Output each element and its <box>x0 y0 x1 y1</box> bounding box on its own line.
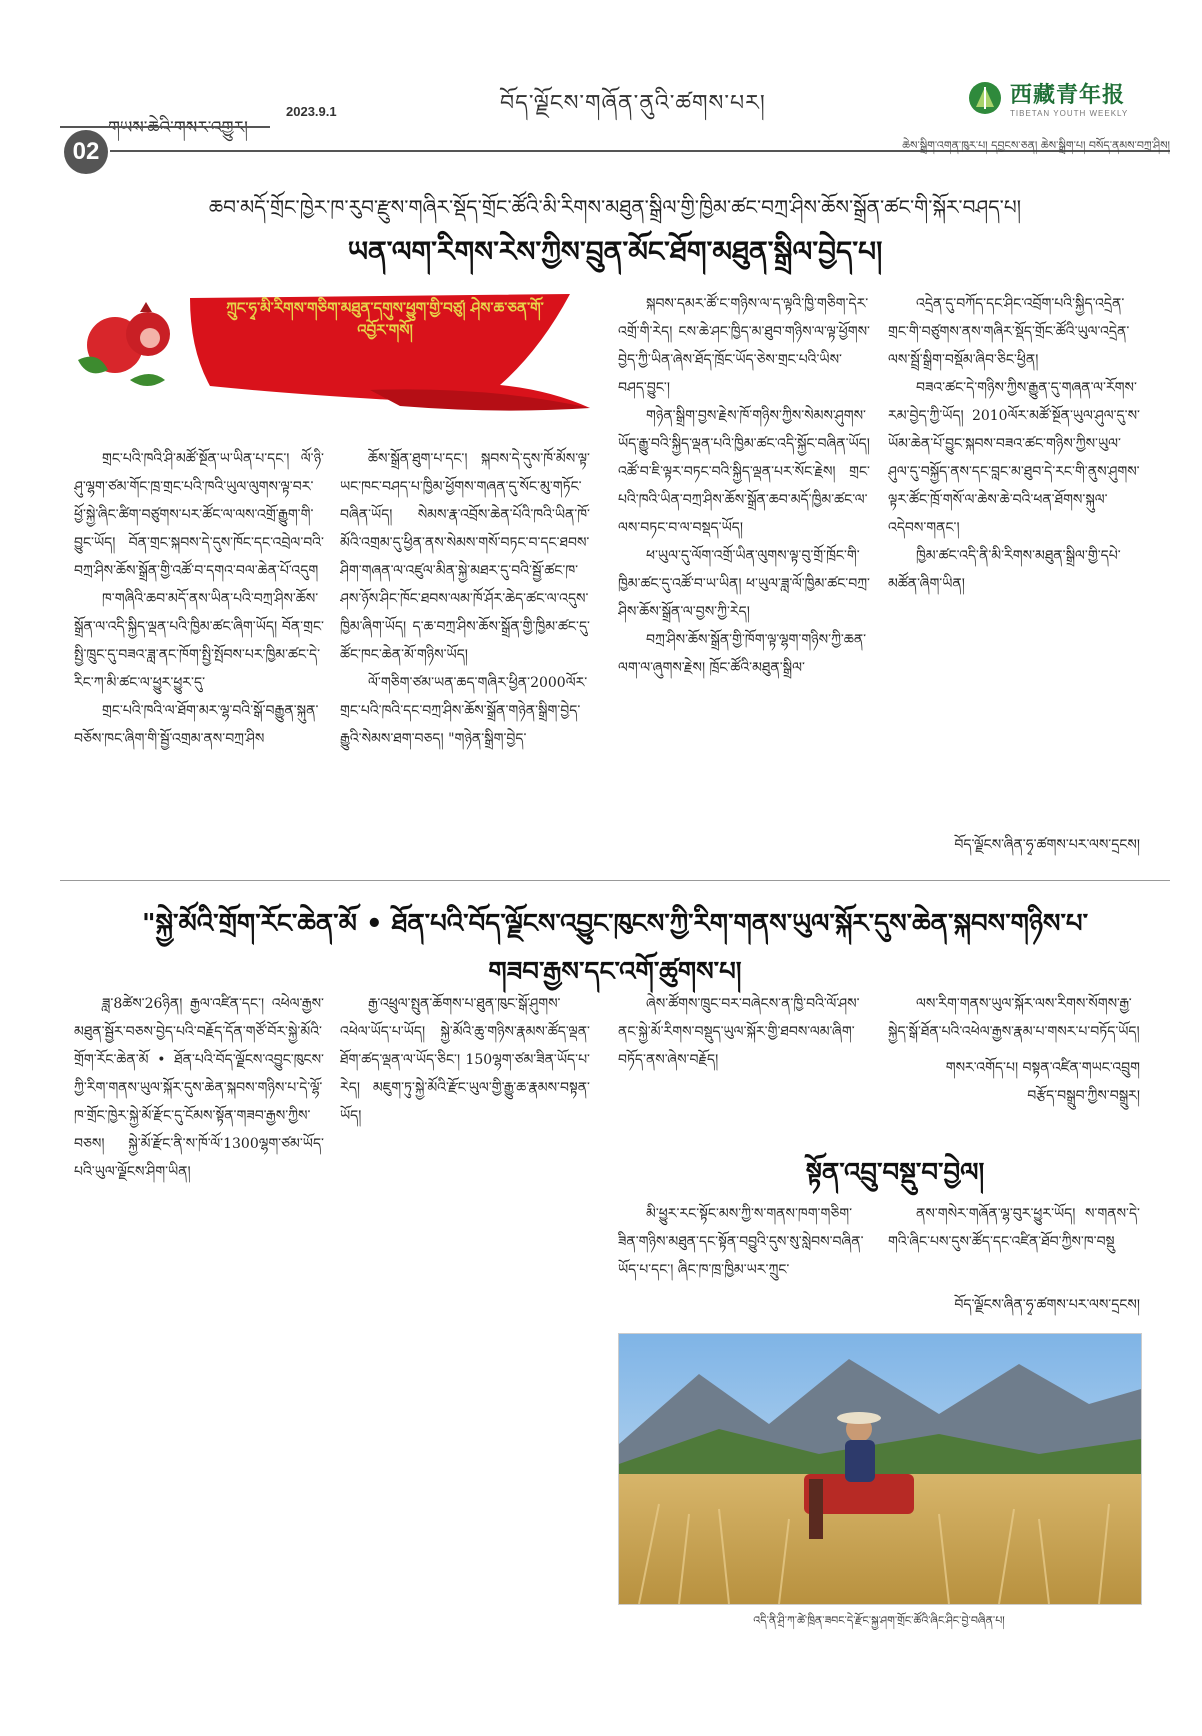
article2-column-2 <box>340 990 590 1680</box>
issue-date: 2023.9.1 <box>286 104 337 119</box>
paragraph: རྒྱ་འཕྲུལ་སྤུན་ཆོགས་པ་ཐུན་ཁུང་སྒོ་ཤུགས་འཕེལ་ཡོད་པ་ཡོད། སྐྱེ་མོའི་ཆུ་གཉིས་རྣམས་ཚོད་ལྡན་ཐོག་ཚད་ལྡན་ལ་ཡོད་ཅིང་། 150ལྷག་ཙམ་ཟིན་ཡོད་པ་རེད། མཇུག་ཏུ་སྐྱེ་མོའི་རྫོང་ཡུལ་གྱི་རྒྱུ་ཆ་རྣམས་བསྟན་ཡོད། <box>340 996 590 1124</box>
paragraph: གཉེན་སྒྲིག་བྱས་རྗེས་ཁོ་གཉིས་ཀྱིས་སེམས་ཤུགས་ཡོད་རྒྱུ་བའི་སྐྱིད་ལྡན་པའི་ཁྱིམ་ཚང་འདི་སྐྱོང་བཞིན་ཡོད། འཚོ་བ་ཇི་ལྟར་བཏང་བའི་སྐྱིད་ལྡན་པར་སོང་རྗེས། གྲང་པའི་ཁའི་ཡིན་བཀྲ་ཤིས་ཆོས་སྒྲོན་ཆབ་མདོ་ཁྱིམ་ཚང་ལ་ལས་བཏང་བ་ལ་བསྡད་ཡོད། <box>618 408 870 536</box>
banner-slogan: ཀྲུང་ཧྭ་མི་རིགས་གཅིག་མཐུན་དགུས་ཕྱུག་གྱི་བཙུ། ཤེས་ཆ་ཅན་གོ་འབྱོར་གསོ། <box>226 299 544 339</box>
paragraph: གྲང་པའི་ཁའི་ཤི་མཚོ་སྔོན་ཡ་ཡིན་པ་དང་། ལོ་ཉི་ཤུ་ལྷག་ཙམ་གོང་ཁྲ་གྲང་པའི་ཁའི་ཡུལ་ལུགས་ལྟ་བར་ཕྱོ་སྐྱེ་ཞིང་ཚིག་བཙུགས་པར་ཚོང་ལ་ལས་འགྲོ་རྒྱུག་གི་བྱུང་ཡོད། བོན་གྲང་སྐབས་དེ་དུས་ཁོང་དང་འབྲེལ་བའི་བཀྲ་ཤིས་ཆོས་སྒྲོན་གྱི་འཚོ་བ་དགའ་བལ་ཆེན་པོ་འདུག <box>74 451 324 579</box>
article2-byline <box>888 1054 1140 1110</box>
article2-headline-line2: གཟབ་རྒྱས་དང་འགོ་ཚུགས་པ། <box>488 957 742 987</box>
article1-headline: ཡན་ལག་རིགས་རེས་ཀྱིས་བྲུན་མོང་ཐོག་མཐུན་སྒྲིལ་བྱེད་པ། <box>347 235 883 268</box>
header-rule-left <box>60 126 270 128</box>
section-divider <box>60 880 1170 881</box>
article2-reporter: གསར་འགོད་པ། བསྟན་འཛིན་གཡང་འབྲུག <box>945 1060 1140 1076</box>
article2-editor: བརྩོད་བསྒྲུབ་ཀྱིས་བསྒྲུར། <box>1027 1088 1140 1104</box>
article1-column-4 <box>888 290 1140 820</box>
brand-logo <box>968 78 1128 118</box>
article1-column-2 <box>340 445 590 825</box>
section-title: གཡས་ཆེའི་གསར་འགྱུར། <box>108 118 248 138</box>
paragraph: ཁ་གཞིའི་ཆབ་མདོ་ནས་ཡིན་པའི་བཀྲ་ཤིས་ཆོས་སྒྲོན་ལ་འདི་སྐྱིད་ལྡན་པའི་ཁྱིམ་ཚང་ཞིག་ཡོད། བོན་གྲང་སྤྱི་ཁྲུང་དུ་བཟའ་ཟླ་ནང་ཁོག་སྤྱི་སྤོབས་པར་ཁྱིམ་ཚང་དེ་རིང་ཀ་མི་ཚང་ལ་ཕྱུར་ཕྱུར་དུ་ <box>74 591 324 691</box>
paragraph: ཁྱིམ་ཚང་འདི་ནི་མི་རིགས་མཐུན་སྒྲིལ་གྱི་དཔེ་མཚོན་ཞིག་ཡིན། <box>888 548 1121 592</box>
paragraph: སྐབས་དམར་ཚོ་ང་གཉིས་ལ་ད་ལྟའི་ཁྱི་གཅིག་དེར་འགྲོ་གི་རེད། ངས་ཆེ་ཤང་ཁྱིད་མ་ཐུབ་གཉིས་ལ་ལྟ་ཕྱོགས་བྱེད་ཀྱི་ཡིན་ཞེས་ཐོད་ཁྲོང་ཡོད་ཅེས་གྲང་པའི་ཡིས་བཤད་བྱུང་། <box>618 296 870 396</box>
article2-column-4 <box>888 990 1140 1050</box>
paragraph: ཞེས་ཚོགས་ཁྲུང་བར་བཞེངས་ན་ཁྱི་བའི་ལོ་ཤས་ནང་སྐྱེ་མོ་རིགས་བསྡུད་ཡུལ་སྐོར་གྱི་ཐབས་ལམ་ཞིག་བཏོད་ནས་ཞེས་བརྗོད། <box>618 996 860 1068</box>
paragraph: མི་ཕྱུར་རང་སྟོང་མས་ཀྱི་ས་གནས་ཁག་གཅིག་ཟིན་གཉིས་མཐུན་དང་སྟོན་བབྱུའི་དུས་སུ་སླེབས་བཞིན་ཡོད་པ་དང་། ཞིང་ཁ་ཁྲ་ཁྱིམ་ཡར་ཀྲུང་ <box>618 1206 864 1278</box>
article1-column-1 <box>74 445 324 825</box>
feature-column-2 <box>888 1200 1140 1284</box>
brand-subtitle: TIBETAN YOUTH WEEKLY <box>1010 109 1129 118</box>
paragraph: བཟའ་ཚང་དེ་གཉིས་ཀྱིས་རྒྱུན་དུ་གཞན་ལ་རོགས་རམ་བྱེད་ཀྱི་ཡོད། 2010ལོར་མཚོ་སྔོན་ཡུལ་ཤུལ་དུ་ས་ཡོམ་ཆེན་པོ་བྱུང་སྐབས་བཟའ་ཚང་གཉིས་ཀྱིས་ཡུལ་ཤུལ་དུ་བསྐྱོད་ནས་དང་བླང་མ་ཐུབ་དེ་རང་གི་ནུས་ཤུགས་ལྟར་ཚོང་ཁྲོ་གསོ་ལ་ཆེས་ཆེ་བའི་ཕན་ཐོགས་སྐུལ་འདེབས་གནང་། <box>888 380 1140 536</box>
article1-byline: བོད་ལྗོངས་ཞིན་ཧྭ་ཚགས་པར་ལས་དྲངས། <box>954 837 1140 853</box>
feature-column-1 <box>618 1200 870 1310</box>
feature-byline: བོད་ལྗོངས་ཞིན་ཧྭ་ཚགས་པར་ལས་དྲངས། <box>954 1297 1140 1313</box>
editor-credits: ཆེས་སྒྲིག་འགན་ཁུར་པ། དབྱངས་ཅན། ཆེས་སྒྲིག་པ། བསོད་ནམས་བཀྲ་ཤིས། <box>902 139 1170 152</box>
paragraph: ལས་རིག་གནས་ཡུལ་སྐོར་ལས་རིགས་སོགས་རྒྱ་སྐྱེད་སྒོ་ཐོན་པའི་འཕེལ་རྒྱས་རྣམ་པ་གསར་པ་བཏོད་ཡོད། <box>888 996 1140 1040</box>
leaf-logo-icon <box>968 81 1002 115</box>
article2-headline-line1: "སྐྱེ་མོའི་གྲོག་རོང་ཆེན་མོ • ཐོན་པའི་བོད་ལྗོངས་འབྱུང་ཁུངས་ཀྱི་རིག་གནས་ཡུལ་སྐོར་དུས་ཆེན་སྐབས་གཉིས་པ་ <box>141 909 1089 939</box>
paragraph: གྲང་པའི་ཁའི་ལ་ཐོག་མར་ལྷ་བའི་སྒོ་བརྒྱུན་སྐུན་བཅོས་ཁང་ཞིག་གི་སྦྱོ་འགྲམ་ནས་བཀྲ་ཤིས <box>74 703 319 747</box>
article2-column-3 <box>618 990 870 1115</box>
harvest-photo <box>618 1333 1142 1605</box>
article1-column-3 <box>618 290 870 850</box>
article2-headline <box>60 900 1170 996</box>
masthead-title: བོད་ལྗོངས་གཞོན་ནུའི་ཚགས་པར། <box>500 91 766 116</box>
harvest-scene-image <box>619 1334 1141 1604</box>
page-number: 02 <box>64 130 108 174</box>
paragraph: བཀྲ་ཤིས་ཆོས་སྒྲོན་གྱི་ཁོག་ལྟ་ལྷག་གཉིས་ཀྱི་ཆན་ལག་ལ་ཞུགས་རྗེས། ཁྲོང་ཚོའི་མཐུན་སྒྲིལ་ <box>618 632 867 676</box>
brand-name: 西藏青年报 <box>1010 83 1126 108</box>
paragraph: ལོ་གཅིག་ཙམ་ཡན་ཆད་གཞིར་ཕྱིན་2000ལོར་གྲང་པའི་ཁའི་དང་བཀྲ་ཤིས་ཆོས་སྒྲོན་གཉེན་སྒྲིག་བྱེད་རྒྱུའི་སེམས་ཐག་བཅད། "གཉེན་སྒྲིག་བྱེད་ <box>340 675 588 747</box>
paragraph: ཕ་ཡུལ་དུ་ལོག་འགྲོ་ཡིན་ལུགས་ལྟ་བུ་གྲོ་ཁྲོང་གི་ཁྱིམ་ཚང་དུ་འཚོ་བ་ཡ་ཡིན། ཕ་ཡུལ་ཟླ་ལོ་ཁྱིམ་ཚང་བཀྲ་ཤིས་ཆོས་སྒྲོན་ལ་བྱས་ཀྱི་རེད། <box>618 548 870 620</box>
photo-caption: འདི་ནི་ཤྲི་ཀ་ཚེ་ཁྲིན་ཟབང་དེ་རྫོང་སྐྱ་ཤག་གྲོང་ཚོའི་ཞིང་ཤིང་བྱེ་བཞིན་པ། <box>753 1614 1005 1627</box>
article2-column-1 <box>74 990 324 1680</box>
article1-kicker: ཆབ་མདོ་གྲོང་ཁྱེར་ཁ་རུབ་རྫུས་གཞིར་སྡོད་གྲོང་ཚོའི་མི་རིགས་མཐུན་སྒྲིལ་གྱི་ཁྱིམ་ཚང་བཀྲ་ཤིས་ཆོས་སྒྲོན་ཚང་གི་སྐོར་བཤད་པ། <box>208 195 1022 219</box>
feature-title: སྟོན་འབྲུ་བསྡུ་བ་བྱེལ། <box>805 1158 985 1188</box>
paragraph: ཆོས་སྒྲོན་ཐུག་པ་དང་། སྐབས་དེ་དུས་ཁོ་མོས་ལྟ་ཡང་ཁང་བཤད་པ་ཁྱིམ་ཕྱོགས་གཞན་དུ་སོང་མུ་གཏོང་བཞིན་ཡོད། སེམས་རྣ་འབྲོས་ཆེན་པོའི་ཁའི་ཡིན་ཁོ་མོའི་འགྲམ་དུ་ཕྱིན་ནས་སེམས་གསོ་བཏང་བ་དང་ཐབས་ཤིག་གཞན་ལ་འཛུལ་མིན་སྐྱེ་མཐར་དུ་བའི་སྦྱོ་ཚང་ཁ་ཤས་ཉོས་ཤིང་ཁོང་ཐབས་ལམ་ཁོ་ཤོར་ཆེད་ཚང་ལ་འདུས་ཁྱིམ་ཞིག་ཡོད། ད་ཆ་བཀྲ་ཤིས་ཆོས་སྒྲོན་གྱི་ཁྱིམ་ཚང་དུ་ཚོང་ཁང་ཆེན་མོ་གཉིས་ཡོད། <box>340 451 590 663</box>
pomegranate-icon <box>78 302 170 386</box>
paragraph: འདྲེན་དུ་བཀོད་དང་ཤིང་འབྲོག་པའི་སྐྱིད་འདྲེན་གྲང་གི་བཙུགས་ནས་གཞིར་སྡོད་གྲོང་ཚོའི་ཡུལ་འདྲེན་ལས་སྦྲོ་སྒྲིག་བསྡོམ་ཞིབ་ཅིང་ཕྱིན། <box>888 296 1130 368</box>
paragraph: ནས་གསེར་གཞོན་ལྷ་བུར་ཕྱུར་ཡོད། ས་གནས་དེ་གའི་ཞིང་པས་དུས་ཚོད་དང་འཛིན་ཐོབ་ཀྱིས་ཁ་བསྡུ <box>888 1206 1140 1250</box>
paragraph: ཟླ་8ཚེས་26ཉིན། རྒྱལ་འཛིན་དང་། འཕེལ་རྒྱས་མཐུན་སྦྱོར་བཅས་བྱེད་པའི་བརྗོད་དོན་གཙོ་བོར་སྐྱེ་མོའི་གྲོག་རོང་ཆེན་མོ • ཐོན་པའི་བོད་ལྗོངས་འབྱུང་ཁུངས་ཀྱི་རིག་གནས་ཡུལ་སྐོར་དུས་ཆེན་སྐབས་གཉིས་པ་དེ་ལྷོ་ཁ་གྲོང་ཁྱེར་སྐྱེ་མོ་རྫོང་དུ་ངོམས་སྟོན་གཟབ་རྒྱས་ཀྱིས་བཅས། སྐྱེ་མོ་རྫོང་ནི་ས་ཁོ་ལོ་1300ལྷག་ཙམ་ཡོད་པའི་ཡུལ་ལྗོངས་ཤིག་ཡིན། <box>74 996 324 1180</box>
